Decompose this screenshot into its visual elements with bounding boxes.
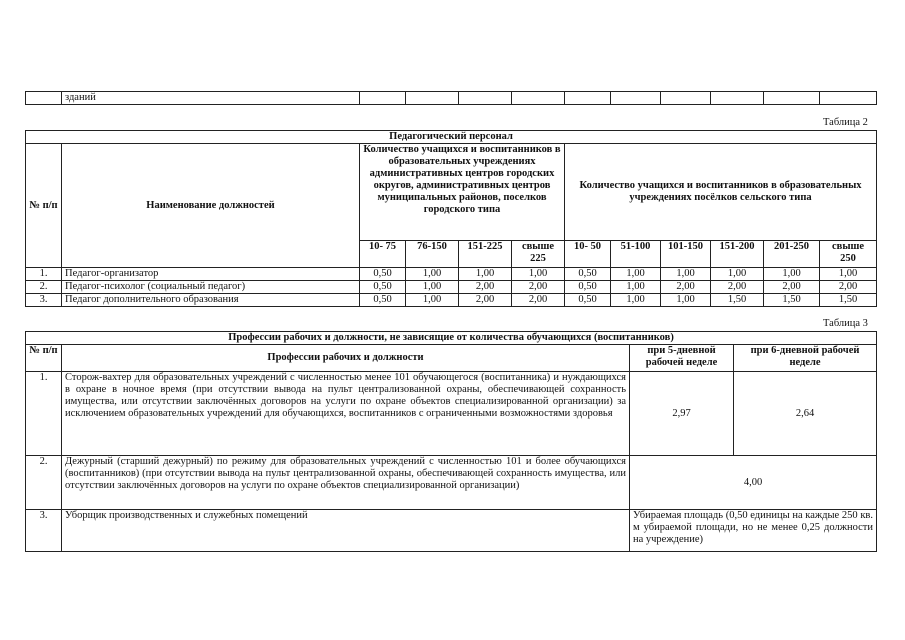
table3-col-6day: при 6-дневной рабочей неделе <box>734 345 877 372</box>
table2-row-value: 1,00 <box>661 294 711 307</box>
table2-row-value: 1,00 <box>459 268 512 281</box>
table2-row-name: Педагог-психолог (социальный педагог) <box>62 281 360 294</box>
table2-row <box>26 294 877 307</box>
table2-row-value: 2,00 <box>459 294 512 307</box>
range-urban: 76-150 <box>406 241 459 268</box>
table2-row-value: 1,00 <box>820 268 877 281</box>
table2-row-num: 1. <box>26 268 62 281</box>
table2 <box>25 130 877 307</box>
table3 <box>25 331 877 552</box>
range-urban: свыше 225 <box>512 241 565 268</box>
table3-row-5day: 2,97 <box>630 372 734 456</box>
table2-row <box>26 268 877 281</box>
range-rural: 151-200 <box>711 241 764 268</box>
table2-group-rural: Количество учащихся и воспитанников в образовательных учреждениях посёлков сельского типа <box>565 144 877 241</box>
table2-row-value: 1,00 <box>406 281 459 294</box>
table2-row-value: 1,50 <box>820 294 877 307</box>
table2-row-value: 1,00 <box>711 268 764 281</box>
table3-row-name: Сторож-вахтер для образовательных учреждений с численностью менее 101 обучающегося (воспитанника) и нуждающихся в охране в ночное время (при отсутствии вывода на пульт централизованной охраны, обеспечивающей сохранность имущества, или отсутствии заключённых договоров на услуги по охране объектов специализированной организации) за исключением образовательных учреждений для обучающихся, воспитанников с ограниченными возможностями здоровья <box>62 372 630 456</box>
range-urban: 151-225 <box>459 241 512 268</box>
range-rural: 101-150 <box>661 241 711 268</box>
table2-row-value: 2,00 <box>459 281 512 294</box>
table2-row-num: 3. <box>26 294 62 307</box>
previous-table-fragment <box>25 91 877 105</box>
range-rural: 201-250 <box>764 241 820 268</box>
range-rural: 51-100 <box>611 241 661 268</box>
table2-row-value: 2,00 <box>711 281 764 294</box>
table2-row-num: 2. <box>26 281 62 294</box>
table3-row-name: Уборщик производственных и служебных помещений <box>62 510 630 552</box>
table3-col-5day: при 5-дневной рабочей неделе <box>630 345 734 372</box>
table2-row-value: 1,00 <box>661 268 711 281</box>
table2-row-value: 1,00 <box>512 268 565 281</box>
table2-col-name: Наименование должностей <box>62 144 360 268</box>
table3-row-num: 1. <box>26 372 62 456</box>
table2-row-value: 0,50 <box>360 281 406 294</box>
table2-row-value: 1,00 <box>764 268 820 281</box>
table2-row-value: 0,50 <box>360 268 406 281</box>
table3-title: Профессии рабочих и должности, не зависящие от количества обучающихся (воспитанников) <box>26 332 877 345</box>
table2-row-value: 1,50 <box>711 294 764 307</box>
table2-title: Педагогический персонал <box>26 131 877 144</box>
table3-row-merged-value: 4,00 <box>630 456 877 510</box>
table2-row-value: 2,00 <box>820 281 877 294</box>
fragment-text: зданий <box>62 92 360 105</box>
table3-col-name: Профессии рабочих и должности <box>62 345 630 372</box>
table3-row-name: Дежурный (старший дежурный) по режиму для образовательных учреждений с численностью 101 и более обучающихся (воспитанников) (при отсутствии вывода на пульт централизованной охраны, обеспечивающей сохранность имущества, или отсутствии заключённых договоров на услуги по охране объектов специализированной организации) <box>62 456 630 510</box>
table3-row-6day: 2,64 <box>734 372 877 456</box>
table3-row-num: 2. <box>26 456 62 510</box>
range-urban: 10- 75 <box>360 241 406 268</box>
table2-row-value: 1,00 <box>611 268 661 281</box>
table3-col-num: № п/п <box>26 345 62 372</box>
table2-row-value: 0,50 <box>565 268 611 281</box>
table2-row-value: 0,50 <box>565 281 611 294</box>
table2-row-value: 1,00 <box>406 268 459 281</box>
table2-caption: Таблица 2 <box>823 117 868 128</box>
table2-row-value: 2,00 <box>661 281 711 294</box>
range-rural: свыше 250 <box>820 241 877 268</box>
table2-row-name: Педагог дополнительного образования <box>62 294 360 307</box>
table2-row-value: 2,00 <box>512 294 565 307</box>
table2-row-value: 0,50 <box>360 294 406 307</box>
table3-caption: Таблица 3 <box>823 318 868 329</box>
table2-row-value: 0,50 <box>565 294 611 307</box>
table3-row-merged-value: Убираемая площадь (0,50 единицы на каждые 250 кв. м убираемой площади, но не менее 0,25 должности на учреждение) <box>630 510 877 552</box>
range-rural: 10- 50 <box>565 241 611 268</box>
table2-col-num: № п/п <box>26 144 62 268</box>
table2-row-name: Педагог-организатор <box>62 268 360 281</box>
table2-group-urban: Количество учащихся и воспитанников в образовательных учреждениях административных центров городских округов, административных центров муниципальных районов, поселков городского типа <box>360 144 565 241</box>
table3-row-num: 3. <box>26 510 62 552</box>
table2-row-value: 2,00 <box>512 281 565 294</box>
table2-row-value: 2,00 <box>764 281 820 294</box>
table2-row-value: 1,00 <box>611 281 661 294</box>
table2-row-value: 1,00 <box>611 294 661 307</box>
table2-row <box>26 281 877 294</box>
table2-row-value: 1,00 <box>406 294 459 307</box>
table2-row-value: 1,50 <box>764 294 820 307</box>
